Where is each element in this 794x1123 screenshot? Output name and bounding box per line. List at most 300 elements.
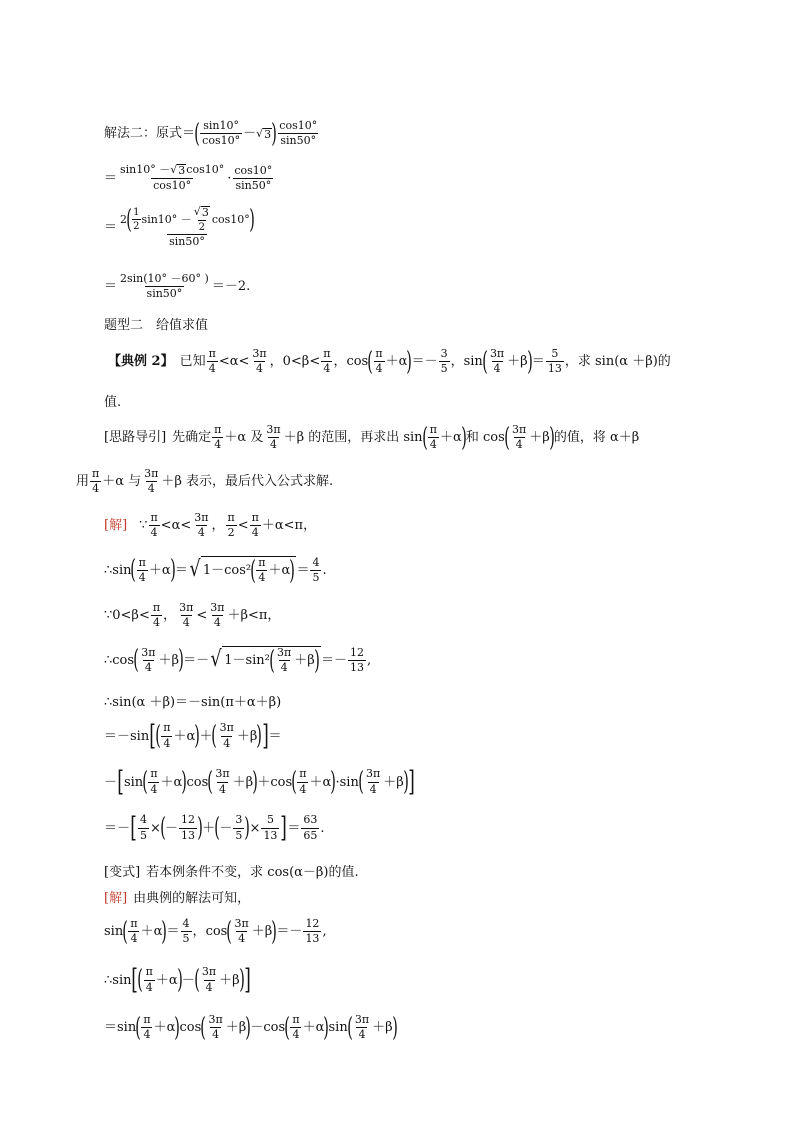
math-text: 【典例 2】 [108, 354, 174, 370]
math-text: 3π [194, 511, 209, 524]
fraction [256, 557, 267, 584]
math-text: ＝－ [276, 924, 303, 940]
math-text: 12 [305, 917, 320, 930]
fraction [510, 424, 528, 451]
math-text: sin [328, 1020, 348, 1036]
math-text: ＋β 的范围，再求出 sin [283, 430, 423, 446]
math-text: 若本例条件不变，求 cos(α－β)的值. [146, 865, 359, 880]
parenthesis: ) [176, 965, 183, 995]
math-text: π [429, 423, 437, 436]
math-text: 4 [139, 813, 147, 827]
fraction [275, 647, 293, 674]
math-text: 4 [152, 616, 160, 630]
math-text: ＋β [383, 774, 404, 790]
fraction [151, 602, 162, 629]
math-text: π [152, 601, 161, 614]
fraction [428, 424, 439, 451]
math-text: ＋β [529, 430, 550, 446]
math-text: 5 [182, 932, 190, 946]
math-text: 4 [269, 438, 277, 452]
fraction [301, 814, 319, 841]
parenthesis: ( [291, 767, 298, 797]
math-text: [思路导引] [104, 430, 167, 446]
fraction [364, 768, 382, 795]
fraction [290, 1014, 301, 1041]
math-text: sin50° [169, 235, 205, 249]
parenthesis: ) [271, 916, 278, 947]
parenthesis: ) [194, 721, 201, 751]
math-text: 和 cos [465, 430, 505, 446]
math-text: 题型二 给值求值 [104, 318, 209, 333]
math-text: π [92, 467, 100, 480]
math-text: π [163, 721, 171, 735]
math-text: 5 [440, 362, 448, 376]
math-text: 12 [349, 645, 364, 659]
fraction [208, 602, 226, 629]
parenthesis: ( [126, 204, 132, 235]
parenthesis: ( [207, 767, 214, 797]
parenthesis: ( [135, 1012, 142, 1043]
math-text: 12 [181, 813, 196, 827]
fraction [250, 512, 261, 539]
fraction [179, 814, 197, 841]
math-text: < [196, 608, 208, 624]
math-text: － [181, 972, 195, 988]
math-text: 4 [251, 526, 259, 540]
parenthesis: ( [130, 555, 137, 586]
math-text: ＝－2. [211, 279, 251, 295]
math-text: π [138, 555, 146, 569]
math-text: 4 [182, 917, 190, 930]
math-text: cos [270, 774, 293, 790]
fraction [148, 768, 159, 795]
fraction [353, 1014, 371, 1041]
math-text: ＋α [153, 1020, 176, 1036]
parenthesis: ( [358, 767, 364, 797]
math-text: ＋α [385, 354, 408, 370]
parenthesis: ) [197, 813, 203, 843]
parenthesis: ) [271, 118, 278, 149]
fraction [250, 348, 268, 375]
math-text: 13 [305, 932, 320, 946]
math-text: 4 [147, 482, 155, 496]
bracket: [ [117, 765, 124, 798]
math-text: ∴ [104, 652, 113, 668]
math-text: ＋ [202, 820, 216, 836]
variant-question [104, 866, 359, 879]
parenthesis: ) [314, 645, 320, 676]
math-text: ＝－ [411, 354, 438, 370]
math-text: sin [104, 924, 124, 940]
math-text: 5 [551, 347, 559, 360]
math-text: < [237, 518, 249, 534]
math-text: cos10° [153, 179, 192, 193]
math-text: ＋α [160, 774, 183, 790]
math-text: sin [123, 774, 144, 790]
square-root: √ 3 [193, 205, 209, 219]
math-text: ＋α 与 [102, 474, 142, 490]
math-text: 4 [258, 571, 266, 585]
solution-line3 [104, 602, 280, 629]
fraction [546, 348, 564, 375]
solution-line2: ∴ sin ( π 4 ＋α ) ＝ √ 1－cos² ( π 4 ＋α ) ＝ 4 5 . [104, 555, 327, 586]
parenthesis: ) [391, 1012, 398, 1043]
math-text: 5 [266, 813, 274, 827]
parenthesis: ) [256, 721, 263, 751]
math-text: 4 [213, 616, 221, 630]
math-text: 4 [144, 660, 152, 674]
fraction [118, 206, 256, 248]
parenthesis: ) [174, 1012, 181, 1043]
math-text: 4 [150, 782, 158, 796]
sqrt3: √ 3 [256, 126, 272, 141]
math-text: 13 [263, 828, 278, 842]
solution-tag: [解] [104, 891, 128, 906]
math-text: π [251, 511, 259, 524]
math-text: ，求 sin(α ＋β)的 [564, 354, 671, 370]
math-text: × [249, 820, 261, 836]
math-text: 4 [375, 362, 383, 376]
math-text: 3 [178, 164, 186, 177]
math-text: ＋β [294, 653, 315, 669]
line-solution2-start [104, 120, 320, 147]
math-text: 4 [369, 782, 377, 796]
bracket: [ [149, 719, 156, 752]
math-text: ＋β [236, 728, 258, 744]
math-text: 4 [312, 555, 320, 569]
math-text: 4 [238, 932, 246, 946]
fraction [213, 768, 231, 795]
math-text: 4 [205, 980, 213, 994]
solution-line8: ＝－ [ $\frac{4}{5}$ × ( － 12 13 ) ＋ ( － 3 5 ) × $\frac{5}{13}$ ] ＝ 63 65 . [104, 811, 325, 844]
parenthesis: ) [406, 346, 413, 377]
math-text: π [292, 1013, 300, 1026]
math-text: sin [339, 774, 359, 790]
math-text: 的值，将 α＋β [553, 430, 640, 446]
math-text: － [165, 820, 179, 836]
math-text: 4 [223, 736, 231, 750]
math-text: 3π [219, 721, 234, 735]
parenthesis: ) [549, 422, 555, 453]
fraction [132, 207, 140, 232]
math-text: ＋β [232, 774, 254, 790]
math-text: [变式] [104, 865, 141, 880]
math-text: 5 [312, 570, 320, 584]
fraction [297, 768, 308, 795]
fraction [233, 918, 251, 945]
math-text: ＝－ [183, 652, 210, 668]
math-text: 3π [252, 347, 267, 360]
math-text: 4 [256, 362, 264, 376]
math-text: ，cos [333, 354, 369, 370]
math-text: 4 [299, 782, 307, 796]
math-text: 3 [264, 127, 272, 141]
solution2-line2 [104, 963, 251, 996]
parenthesis: ( [160, 813, 166, 843]
math-text: ，0<β< [269, 354, 321, 370]
math-text: ＝ [104, 170, 118, 186]
fraction [90, 468, 101, 495]
math-text: ＋α [155, 972, 178, 988]
math-text: 5 [139, 828, 147, 842]
example-statement-cont [104, 396, 121, 409]
section-heading [104, 319, 208, 332]
math-text: ， [192, 924, 206, 940]
math-text: 2sin(10° －60° ) [120, 272, 209, 285]
parenthesis: ( [142, 767, 149, 797]
math-text: sin10° － [120, 163, 171, 176]
fraction [161, 722, 172, 749]
bracket: ] [261, 719, 269, 752]
math-text: ＝－ [104, 820, 131, 836]
fraction [200, 120, 242, 147]
fraction [303, 918, 321, 945]
parenthesis: ( [226, 916, 233, 947]
hint-line1 [104, 424, 639, 451]
line-step3 [104, 206, 257, 248]
math-text: 3 [235, 813, 243, 827]
math-text: － [219, 820, 233, 836]
fraction [439, 348, 450, 375]
math-text: 3π [201, 965, 217, 979]
math-text: 3π [511, 423, 527, 436]
math-text: cos [205, 924, 228, 940]
math-text: ＋β [225, 1020, 247, 1036]
parenthesis: ( [250, 555, 256, 586]
math-text: 3π [141, 645, 156, 659]
hint-line2 [76, 468, 333, 495]
fraction [348, 647, 366, 674]
fraction [226, 512, 237, 539]
parenthesis: ) [330, 767, 337, 797]
math-text: cos10° [186, 163, 225, 176]
math-text: 4 [515, 438, 523, 452]
math-text: 3π [365, 767, 381, 781]
math-text: 4 [212, 1028, 220, 1042]
fraction [264, 424, 282, 451]
parenthesis: ( [137, 965, 144, 995]
math-text: ，sin [450, 354, 483, 370]
solution2-intro [104, 892, 250, 905]
math-text: ＋α [439, 430, 462, 446]
fraction [192, 512, 210, 539]
math-text: ＝ [296, 562, 310, 578]
math-text: 2 [198, 222, 205, 234]
solution-line5 [104, 696, 281, 709]
square-root: √ 1－sin² ( 3π 4 ＋β ) [210, 645, 320, 676]
fraction [139, 647, 157, 674]
math-text: ， [163, 608, 177, 624]
fraction [488, 348, 506, 375]
math-text: 值. [104, 395, 122, 410]
math-text: 13 [547, 362, 562, 376]
math-text: ＋β [507, 354, 528, 370]
solution2-line3 [104, 1014, 397, 1041]
math-text: 4 [92, 482, 100, 496]
bracket: [ [130, 811, 137, 844]
fraction [233, 814, 244, 841]
fraction [144, 966, 155, 993]
math-text: 4 [182, 616, 190, 630]
math-text: 4 [323, 362, 331, 376]
math-text: 4 [163, 736, 171, 750]
fraction [207, 348, 218, 375]
math-text: π [323, 347, 331, 360]
math-text: ＋α [268, 563, 291, 579]
math-text: sin [112, 562, 132, 578]
math-text: 3π [489, 347, 505, 360]
math-text: 3π [144, 467, 159, 480]
math-text: － [243, 126, 257, 142]
math-text: 13 [181, 828, 196, 842]
math-text: 4 [145, 980, 153, 994]
parenthesis: ( [284, 1012, 291, 1043]
math-text: sin50° [280, 134, 317, 148]
parenthesis: ) [249, 204, 255, 235]
math-text: ＋ [199, 728, 213, 744]
parenthesis: ( [504, 422, 510, 453]
math-text: cos [112, 652, 135, 668]
parenthesis: ( [269, 645, 275, 676]
math-text: ＋α [148, 562, 171, 578]
parenthesis: ) [461, 422, 467, 453]
fraction [138, 814, 149, 841]
fraction [261, 814, 279, 841]
parenthesis: ) [181, 767, 188, 797]
fraction [206, 1014, 224, 1041]
fraction [218, 722, 236, 749]
parenthesis: ) [178, 645, 184, 676]
math-text: 3π [266, 423, 281, 436]
bracket: [ [131, 963, 139, 996]
math-text: cos [186, 774, 209, 790]
math-text: 3π [210, 601, 225, 614]
solution-line7 [104, 765, 415, 798]
parenthesis: ) [245, 1012, 252, 1043]
math-text: ∵0<β< [104, 608, 150, 624]
math-text: cos10° [279, 119, 318, 132]
math-text: <α< [160, 518, 192, 534]
math-text: ＋β [372, 1020, 393, 1036]
math-text: 4 [130, 932, 138, 946]
parenthesis: ) [238, 965, 245, 995]
parenthesis: ) [244, 813, 251, 843]
parenthesis: ( [211, 721, 218, 751]
math-text: 13 [349, 660, 364, 674]
fraction [181, 918, 192, 945]
math-text: ＋α 及 [224, 430, 264, 446]
fraction [373, 348, 384, 375]
paren-left: ( [194, 118, 200, 149]
math-text: ＋α<π， [261, 518, 317, 534]
parenthesis: ) [161, 916, 168, 947]
square-root: √ 3 [170, 163, 186, 177]
math-text: ＋ [257, 774, 271, 790]
math-text: ＝－ [320, 652, 347, 668]
math-text: 1－cos² [202, 563, 252, 579]
math-text: 4 [280, 661, 288, 675]
math-text: ＋α [173, 728, 196, 744]
math-text: 1 [133, 207, 140, 219]
fraction [193, 206, 211, 233]
parenthesis: ( [367, 346, 374, 377]
math-text: ＝ [104, 219, 118, 235]
math-text: cos10° [211, 212, 250, 226]
math-text: ＋α [302, 1020, 325, 1036]
math-text: ＝ [174, 562, 188, 578]
math-text: 3 [440, 347, 448, 360]
square-root: √ 1－cos² ( π 4 ＋α ) [189, 555, 296, 586]
math-text: π [208, 347, 216, 360]
math-text: ＝ [268, 728, 282, 744]
math-text: 3π [215, 767, 230, 781]
solution2-line1: sin ( π 4 ＋α ) ＝ 4 5 ， cos ( 3π 4 ＋β ) ＝－ 12 13 , [104, 916, 327, 947]
bracket: ] [244, 963, 251, 996]
solution-line4: ∴ cos ( 3π 4 ＋β ) ＝－ √ 1－sin² ( 3π 4 ＋β ) ＝－ 12 13 , [104, 645, 372, 676]
math-text: π [145, 965, 153, 979]
fraction [148, 512, 159, 539]
math-text: 先确定 [172, 430, 212, 446]
parenthesis: ( [122, 916, 129, 947]
math-text: ＋β [251, 924, 273, 940]
math-text: ＝ [287, 820, 301, 836]
fraction [141, 1014, 152, 1041]
fraction [200, 966, 218, 993]
parenthesis: ( [200, 1012, 207, 1043]
parenthesis: ( [482, 346, 488, 377]
math-text: 4 [143, 1028, 151, 1042]
math-text: ∴ [104, 562, 113, 578]
math-text: ， [211, 518, 225, 534]
math-text: 用 [76, 474, 90, 490]
math-text: cos10° [202, 134, 241, 148]
math-text: ＝ [104, 279, 118, 295]
math-text: ∴sin [104, 972, 132, 988]
math-text: 65 [303, 828, 318, 842]
math-text: 5 [235, 828, 243, 842]
fraction [142, 468, 160, 495]
math-text: <α< [218, 354, 250, 370]
math-text: 2 [227, 526, 235, 540]
math-text: 4 [197, 526, 205, 540]
parenthesis: ( [133, 645, 139, 676]
math-text: 4 [429, 438, 437, 452]
bracket: ] [280, 811, 288, 844]
example-statement [108, 348, 671, 375]
math-text: 4 [150, 526, 158, 540]
math-text: 4 [493, 362, 501, 376]
math-text: 4 [214, 438, 222, 452]
math-text: cos [179, 1020, 202, 1036]
math-text: ＋β [219, 972, 240, 988]
fraction [177, 602, 195, 629]
parenthesis: ( [421, 422, 428, 453]
math-text: sin10° － [141, 212, 192, 226]
math-text: 2 [120, 212, 128, 226]
math-text: 4 [358, 1028, 366, 1042]
math-text: ∵ [139, 518, 148, 534]
fraction [310, 557, 321, 584]
math-text: ＋β 表示，最后代入公式求解. [161, 474, 334, 490]
math-text: ＝－sin [104, 728, 150, 744]
parenthesis: ) [526, 346, 533, 377]
math-text: × [149, 820, 161, 836]
line-step4 [104, 273, 250, 300]
math-text: sin10° [203, 119, 240, 132]
math-text: ＋α [140, 924, 163, 940]
math-text: 4 [219, 782, 227, 796]
math-text: 2 [133, 221, 140, 233]
